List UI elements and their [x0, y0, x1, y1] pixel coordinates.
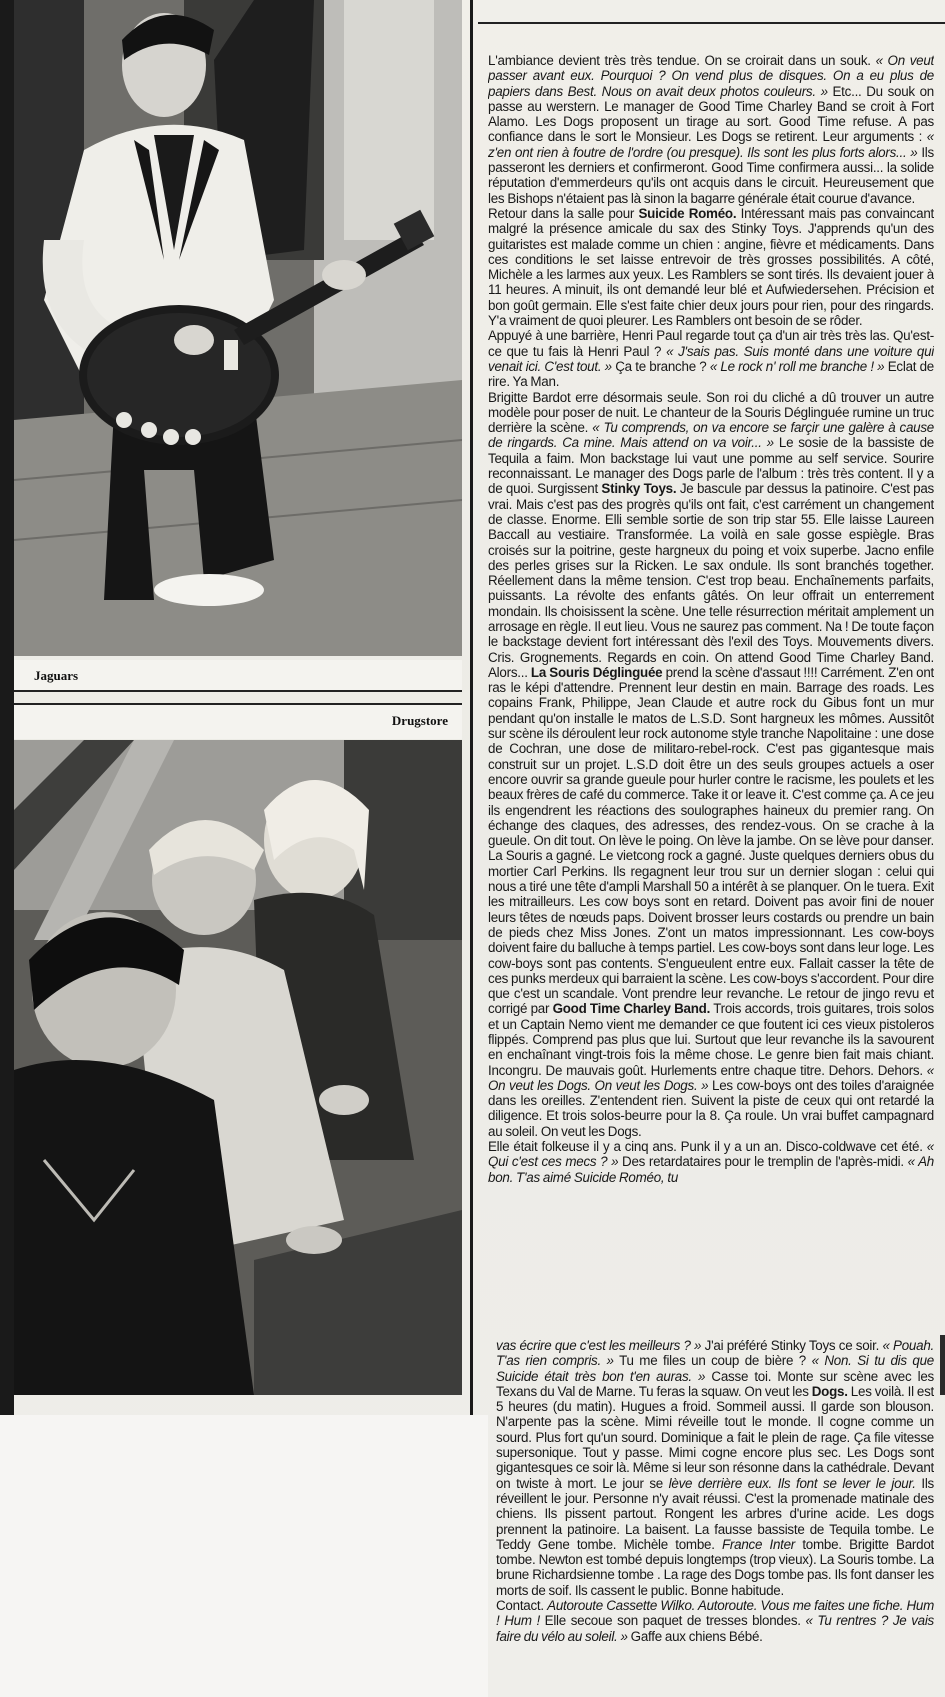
paragraph: [488, 390, 934, 1140]
italic-quote: « z'en ont rien à foutre de l'ordre (ou presque). Ils sont les plus forts alors... »: [488, 129, 934, 160]
text-run: Contact.: [496, 1598, 548, 1614]
band-name: Suicide Roméo.: [638, 205, 737, 221]
text-run: Ils passeront les derniers et confirmeront. Good Time confirmera aussi... la solide réputation d'emmerdeurs qu'ils ont acquis dans le circuit. Heureusement que les Bishops n'étaient pas là sinon la bagarre générale était courue d'avance.: [488, 144, 934, 206]
text-run: Appuyé à une barrière, Henri Paul regarde tout ça d'un air très très las. Qu'est-ce que tu fais là Henri Paul ?: [488, 328, 934, 359]
article-text-continued: [496, 1338, 934, 1690]
text-run: Trois accords, trois guitares, trois solos et un Captain Nemo vient me demander ce que foutent ici ces vieux pistoleros flippés. Comprend pas plus que lui. Surtout que leur revanche ils la savourent en enchaînant vingt-trois fois la même chose. Le genre bien fait mais chiant. Incongru. De mauvais goût. Hurlements entre chaque titre. Dehors. Dehors.: [488, 1001, 934, 1078]
guitarist-photo-illustration: [14, 0, 462, 656]
text-run: Brigitte Bardot erre désormais seule. Son roi du cliché a dû trouver un autre modèle pour poser de nuit. Le chanteur de la Souris Déglinguée rumine un truc derrière la scène.: [488, 389, 934, 436]
paragraph: [496, 1338, 934, 1598]
scan-dark-edge: [0, 0, 14, 1420]
italic-quote: « Qui c'est ces mecs ? »: [488, 1139, 934, 1170]
italic-quote: « On veut passer avant eux. Pourquoi ? On vend plus de disques. On a eu plus de papiers dans Best. Nous on avait deux photos couleurs. »: [488, 53, 934, 99]
text-run: Gaffe aux chiens Bébé.: [627, 1628, 763, 1644]
italic-quote: vas écrire que c'est les meilleurs ? »: [496, 1338, 702, 1353]
caption-text: Jaguars: [34, 668, 79, 683]
text-run: Casse toi. Monte sur scène avec les Texans du Val de Marne. Tu feras la squaw. On veut les: [496, 1368, 934, 1399]
text-run: Les cow-boys ont des toiles d'araignée dans les oreilles. Z'entendent rien. Suivent la piste de ceux qui ont retardé la diligence. Et trois solos-beurre pour la 8. Ça roule. Un vrai buffet campagnard au soleil. On veut les Dogs.: [488, 1077, 934, 1139]
text-run: Ça te branche ?: [611, 358, 710, 374]
text-run: Des retardataires pour le tremplin de l'après-midi.: [618, 1154, 908, 1170]
photo-drugstore: [14, 740, 462, 1395]
photo-caption-jaguars: [14, 660, 462, 692]
paragraph: [488, 1139, 934, 1185]
column-divider: [470, 0, 473, 1420]
paragraph: [496, 1598, 934, 1644]
text-run: Les voilà. Il est 5 heures (du matin). Hugues a froid. Sommeil aussi. Il garde son blouson. N'arpente pas la scène. Mimi réveille tout le monde. Il cogne comme un sourd. Plus fort qu'un sourd. Dominique a fait le plein de rage. Ça file vitesse supersonique. Tout y passe. Mimi cogne encore plus sec. Les Dogs sont gigantesques ce soir là. Même si leur son résonne dans la cathédrale. Devant on twiste à mort. Le jour se: [496, 1383, 934, 1491]
text-run: tombe. Brigitte Bardot tombe. Newton est tombé depuis longtemps (trop vieux). La Souris tombe. La brune Richardsienne tombe . La rage des Dogs tombe pas. Ils font danser les morts de soif. Ils cassent le public. Bonne habitude.: [496, 1536, 934, 1598]
scan-edge-right: [940, 1335, 945, 1395]
italic-quote: « Tu comprends, on va encore se farçir une galère à cause de ringards. Ca mine. Mais attend on va voir... »: [488, 420, 934, 451]
italic-quote: « Non. Si tu dis que Suicide était très bon t'en auras. »: [496, 1353, 934, 1384]
italic-quote: « Pouah. T'as rien compris. »: [496, 1338, 934, 1369]
text-run: Eclat de rire. Ya Man.: [488, 358, 934, 390]
italic-quote: « Ah bon. T'as aimé Suicide Roméo, tu: [488, 1154, 934, 1185]
band-photo-illustration: [14, 740, 462, 1395]
paragraph: [488, 206, 934, 328]
italic-quote: « J'sais pas. Suis monté dans une voiture qui venait ici. C'est tout. »: [488, 343, 934, 374]
italic-quote: France Inter: [722, 1536, 796, 1552]
text-run: Le sosie de la bassiste de Tequila a faim. Mon backstage lui vaut une pomme au self service. Sourire reconnaissant. Le manager des Dogs parle de l'album : très très content. Il y a de quoi. Surgissent: [488, 435, 934, 497]
italic-quote: « On veut les Dogs. On veut les Dogs. »: [488, 1062, 934, 1093]
italic-quote: « Le rock n' roll me branche ! »: [709, 358, 885, 374]
band-name: Dogs.: [811, 1383, 848, 1399]
text-run: Retour dans la salle pour: [488, 205, 639, 221]
italic-quote: « Tu rentres ? Je vais faire du vélo au soleil. »: [496, 1613, 934, 1644]
italic-quote: Autoroute Cassette Wilko. Autoroute. Vous me faites une fiche. Hum ! Hum !: [496, 1598, 934, 1629]
text-run: J'ai préféré Stinky Toys ce soir.: [701, 1338, 883, 1353]
photo-jaguars: [14, 0, 462, 656]
text-run: Tu me files un coup de bière ?: [613, 1353, 812, 1369]
text-run: Ils réveillent le jour. Personne n'y avait réussi. C'est la promenade matinale des chiens. Ils pissent partout. Rongent les arbres d'urine acide. Les dogs prennent la patinoire. La baisent. La fausse bassiste de Tequila tombe. Le Teddy Gene tombe. Michèle tombe.: [496, 1475, 934, 1552]
caption-text: Drugstore: [391, 713, 448, 728]
band-name: Good Time Charley Band.: [552, 1001, 711, 1017]
text-run: Intéressant mais pas convaincant malgré la présence amicale du sax des Stinky Toys. J'apprends qu'un des guitaristes est malade comme un chien : angine, fièvre et médicaments. Dans ces conditions le set laisse entrevoir de très grosses possibilités. A côté, Michèle a les larmes aux yeux. Les Ramblers se sont tirés. Ils devaient jouer à 11 heures. A minuit, ils ont demandé leur blé et Aufwiedersehen. Précision et bon goût germain. Elle s'est faite chier deux jours pour rien, pour des ringards. Y'a vraiment de quoi pleurer. Les Ramblers ont besoin de se rôder.: [488, 205, 934, 329]
text-run: Elle secoue son paquet de tresses blondes.: [539, 1613, 806, 1629]
text-run: Elle était folkeuse il y a cinq ans. Punk il y a un an. Disco-coldwave cet été.: [488, 1139, 927, 1155]
blank-margin: [0, 1415, 488, 1697]
italic-quote: lève derrière eux. Ils font se lever le jour.: [668, 1475, 916, 1491]
text-run: Etc... Du souk on passe au werstern. Le manager de Good Time Charley Band se croit à Fort Alamo. Les Dogs proposent un tirage au sort. Good Time refuse. A pas confiance dans le sort le Monsieur. Les Dogs se retirent. Leur arguments :: [488, 83, 934, 145]
article-text-column: [488, 53, 934, 1338]
paragraph: [488, 53, 934, 206]
photo-caption-drugstore: [14, 703, 462, 739]
text-run: L'ambiance devient très très tendue. On se croirait dans un souk.: [488, 53, 876, 68]
header-rule: [478, 0, 945, 24]
text-run: prend la scène d'assaut !!!! Carrément. Z'en ont ras le képi d'attendre. Prennent leur destin en main. Barrage des roads. Les copains Frank, Philippe, Jean Claude et autre rock du Gibus font un mur pendant qu'on installe le matos de L.S.D. Sont hargneux les mômes. Aussitôt sur scène ils déroulent leur rock autonome style tranche Napolitaine : une dose de Cochran, une dose de militaro-rebel-rock. C'est pas gigantesque mais construit sur un projet. L.S.D doit être un des seuls groupes actuels a oser encore ouvrir sa grande gueule pour hurler contre le racisme, les poulets et les beaux frères de café du commerce. Take it or leave it. C'est comme ça. A ce jeu ils engendrent les réactions des soulographes haineux du premier rang. On échange des claques, des adresses, des rendez-vous. On se crache à la gueule. On dit tout. On lève le poing. On lève la jambe. On se lève pour danser. La Souris a gagné. Le vietcong rock a gagné. Juste quelques derniers obus du mortier Carl Perkins. Ils regagnent leur trou sur un dernier slogan : celui qui nous a tiré une tête d'ampli Marshall 50 a intérêt à se planquer. On le tuera. Exit les mitrailleurs. Les cow boys sont en retard. Doivent pas avoir fini de nouer leurs têtes de nœuds paps. Doivent brosser leurs costards ou prendre un bain de pieds chez Miss Jones. Z'ont un matos impressionnant. Les cow-boys doivent faire du balluche à temps partiel. Les cow-boys sont dans leur loge. Les cow-boys sont pas contents. S'engueulent entre eux. Fallait casser la tête de ces punks merdeux qui barraient la scène. Les cow-boys s'accordent. Pour dire que c'est un scandale. Vont prendre leur revanche. Le retour de jingo revu et corrigé par: [488, 664, 934, 1017]
band-name: Stinky Toys.: [601, 481, 677, 497]
text-run: Je bascule par dessus la patinoire. C'est pas vrai. Mais c'est pas des progrès qu'ils ont fait, c'est carrément un changement de classe. Enorme. Elli semble sortie de son trip star 55. Elle laisse Laureen Baccall au vestiaire. Transformée. La voilà en sale gosse espiègle. Bras croisés sur la poitrine, geste hargneux du poing et voix superbe. Jacno enfile des perles grises sur la Ricken. Le sax ondule. Ils sont branchés together. Réellement dans la même tension. C'est trop beau. Enchaînements parfaits, puissants. La révolte des enfants gâtés. On leur offrait un enterrement mondain. Ils choisissent la scène. Une telle résurrection méritait amplement un arrosage en règle. Il eut lieu. Vous ne saurez pas comment. Na ! De toute façon le backstage devient fort intéressant dès l'exil des Toys. Mouvements divers. Cris. Grognements. Regards en coin. On attend Good Time Charley Band. Alors...: [488, 481, 934, 680]
band-name: La Souris Déglinguée: [530, 664, 663, 680]
paragraph: [488, 328, 934, 389]
